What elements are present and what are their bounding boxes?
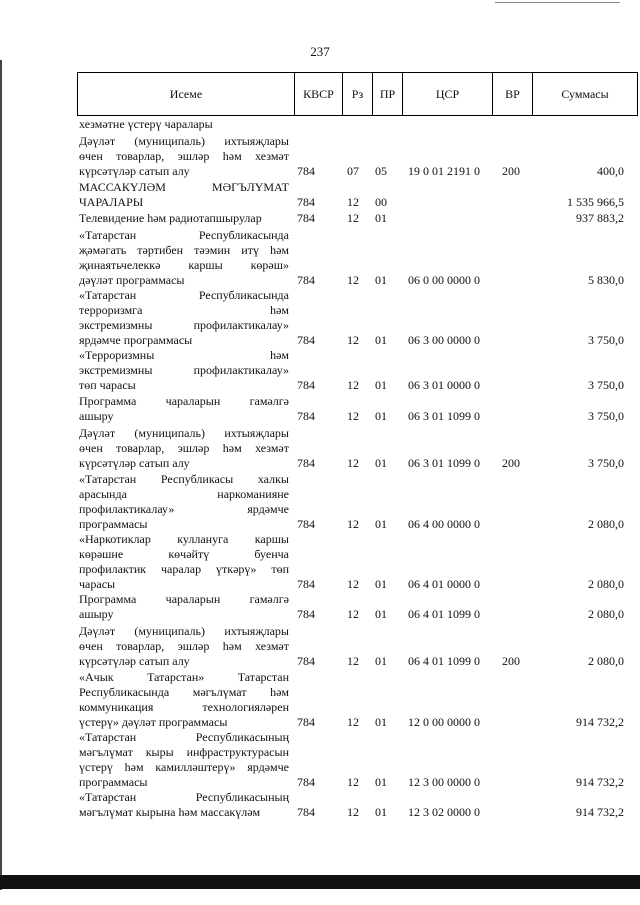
row-kvsr: 784 xyxy=(297,775,315,789)
row-name-line: өчен товарлар, эшләр һәм хезмәт xyxy=(79,441,289,455)
row-csr: 06 4 01 0000 0 xyxy=(408,577,480,591)
row-name-line: өчен товарлар, эшләр һәм хезмәт xyxy=(79,149,289,163)
row-kvsr: 784 xyxy=(297,409,315,423)
row-csr: 06 3 01 0000 0 xyxy=(408,378,480,392)
row-rz: 12 xyxy=(347,273,359,287)
header-vr: ВР xyxy=(492,73,532,115)
scan-bottom-edge xyxy=(0,875,640,889)
row-name xyxy=(79,426,289,471)
row-rz: 12 xyxy=(347,211,359,225)
row-rz: 12 xyxy=(347,195,359,209)
row-name-line: җәмәгать тәртибен тәэмин итү һәм xyxy=(79,243,289,257)
row-pr: 01 xyxy=(375,517,387,531)
row-name xyxy=(79,134,289,179)
row-name-line: күрсәтүләр сатып алу xyxy=(79,456,190,470)
row-name-line: мәгълүмат кырына һәм массакүләм xyxy=(79,805,261,819)
row-rz: 12 xyxy=(347,654,359,668)
row-name-line: Дәүләт (муниципаль) ихтыяҗлары xyxy=(79,426,289,440)
table-row xyxy=(79,117,624,132)
row-sum: 914 732,2 xyxy=(576,715,624,729)
row-kvsr: 784 xyxy=(297,456,315,470)
row-kvsr: 784 xyxy=(297,164,315,178)
row-rz: 12 xyxy=(347,577,359,591)
row-name-line: хезмәтне үстерү чаралары xyxy=(79,117,213,131)
header-csr: ЦСР xyxy=(402,73,492,115)
row-name xyxy=(79,228,289,288)
row-name-line: Программа чараларын гамәлгә xyxy=(79,394,289,408)
row-name xyxy=(79,592,289,622)
row-name-line: мәгълүмат кыры инфраструктурасын xyxy=(79,745,289,759)
row-sum: 2 080,0 xyxy=(588,517,624,531)
row-csr: 12 0 00 0000 0 xyxy=(408,715,480,729)
row-sum: 3 750,0 xyxy=(588,333,624,347)
row-rz: 12 xyxy=(347,409,359,423)
row-kvsr: 784 xyxy=(297,378,315,392)
row-rz: 12 xyxy=(347,607,359,621)
row-name xyxy=(79,624,289,669)
row-rz: 12 xyxy=(347,456,359,470)
row-name-line: күрсәтүләр сатып алу xyxy=(79,654,190,668)
row-name-line: «Ачык Татарстан» Татарстан xyxy=(79,670,289,684)
header-pr: ПР xyxy=(372,73,402,115)
row-sum: 914 732,2 xyxy=(576,775,624,789)
row-kvsr: 784 xyxy=(297,195,315,209)
row-name-line: программасы xyxy=(79,517,148,531)
row-rz: 12 xyxy=(347,805,359,819)
row-sum: 5 830,0 xyxy=(588,273,624,287)
row-sum: 2 080,0 xyxy=(588,654,624,668)
table-row xyxy=(79,532,624,592)
row-name-line: экстремизмны профилактикалау» xyxy=(79,318,289,332)
row-csr: 06 3 00 0000 0 xyxy=(408,333,480,347)
row-name-line: өчен товарлар, эшләр һәм хезмәт xyxy=(79,639,289,653)
row-sum: 1 535 966,5 xyxy=(567,195,624,209)
row-name-line: «Татарстан Республикасының xyxy=(79,790,289,804)
row-vr: 200 xyxy=(502,164,520,178)
header-sum: Суммасы xyxy=(532,73,637,115)
row-pr: 01 xyxy=(375,775,387,789)
row-pr: 01 xyxy=(375,654,387,668)
row-rz: 12 xyxy=(347,333,359,347)
row-name xyxy=(79,180,289,210)
table-row xyxy=(79,670,624,730)
header-kvsr: КВСР xyxy=(294,73,342,115)
row-sum: 2 080,0 xyxy=(588,607,624,621)
table-row xyxy=(79,394,624,424)
row-kvsr: 784 xyxy=(297,577,315,591)
table-row xyxy=(79,472,624,532)
row-name xyxy=(79,394,289,424)
row-rz: 07 xyxy=(347,164,359,178)
table-row xyxy=(79,426,624,471)
row-name-line: «Татарстан Республикасында xyxy=(79,228,289,242)
row-name-line: МАССАКҮЛӘМ МӘГЪЛҮМАТ xyxy=(79,180,289,194)
row-name-line: чарасы xyxy=(79,577,116,591)
table-row xyxy=(79,730,624,790)
row-name-line: ярдәмче программасы xyxy=(79,333,193,347)
row-name-line: «Татарстан Республикасында xyxy=(79,288,289,302)
row-name-line: профилактик чаралар үткәрү» төп xyxy=(79,562,289,576)
row-name-line: Дәүләт (муниципаль) ихтыяҗлары xyxy=(79,624,289,638)
row-pr: 01 xyxy=(375,211,387,225)
table-row xyxy=(79,180,624,210)
row-name xyxy=(79,288,289,348)
row-name xyxy=(79,670,289,730)
row-name xyxy=(79,790,289,820)
row-rz: 12 xyxy=(347,378,359,392)
row-pr: 01 xyxy=(375,715,387,729)
row-name xyxy=(79,472,289,532)
row-name-line: Программа чараларын гамәлгә xyxy=(79,592,289,606)
row-pr: 05 xyxy=(375,164,387,178)
header-rz: Рз xyxy=(342,73,372,115)
row-sum: 2 080,0 xyxy=(588,577,624,591)
row-name-line: Телевидение һәм радиотапшырулар xyxy=(79,211,262,225)
table-row xyxy=(79,348,624,393)
row-name xyxy=(79,532,289,592)
row-name-line: үстерү һәм камилләштерү» ярдәмче xyxy=(79,760,289,774)
row-kvsr: 784 xyxy=(297,607,315,621)
row-name-line: күрсәтүләр сатып алу xyxy=(79,164,190,178)
row-pr: 01 xyxy=(375,456,387,470)
row-name xyxy=(79,730,289,790)
top-rule xyxy=(495,2,620,3)
row-name-line: ашыру xyxy=(79,607,114,621)
row-csr: 06 0 00 0000 0 xyxy=(408,273,480,287)
table-row xyxy=(79,790,624,820)
row-csr: 06 4 01 1099 0 xyxy=(408,607,480,621)
table-row xyxy=(79,592,624,622)
row-name xyxy=(79,348,289,393)
scan-edge xyxy=(0,60,2,890)
row-pr: 01 xyxy=(375,273,387,287)
row-name xyxy=(79,117,289,132)
row-csr: 12 3 00 0000 0 xyxy=(408,775,480,789)
row-name xyxy=(79,211,289,226)
table-row xyxy=(79,624,624,669)
row-name-line: «Татарстан Республикасы халкы xyxy=(79,472,289,486)
row-name-line: көрәшне көчәйтү буенча xyxy=(79,547,289,561)
row-name-line: экстремизмны профилактикалау» xyxy=(79,363,289,377)
row-pr: 01 xyxy=(375,333,387,347)
row-kvsr: 784 xyxy=(297,211,315,225)
row-name-line: дәүләт программасы xyxy=(79,273,185,287)
row-csr: 06 4 00 0000 0 xyxy=(408,517,480,531)
row-pr: 01 xyxy=(375,805,387,819)
row-rz: 12 xyxy=(347,775,359,789)
row-kvsr: 784 xyxy=(297,517,315,531)
page-number: 237 xyxy=(310,44,330,59)
row-kvsr: 784 xyxy=(297,654,315,668)
row-sum: 3 750,0 xyxy=(588,409,624,423)
row-sum: 914 732,2 xyxy=(576,805,624,819)
row-pr: 01 xyxy=(375,409,387,423)
row-sum: 400,0 xyxy=(597,164,624,178)
row-kvsr: 784 xyxy=(297,805,315,819)
row-sum: 3 750,0 xyxy=(588,378,624,392)
row-rz: 12 xyxy=(347,517,359,531)
row-name-line: Республикасында мәгълүмат һәм xyxy=(79,685,289,699)
row-name-line: «Терроризмны һәм xyxy=(79,348,289,362)
row-name-line: Дәүләт (муниципаль) ихтыяҗлары xyxy=(79,134,289,148)
row-kvsr: 784 xyxy=(297,715,315,729)
row-csr: 06 4 01 1099 0 xyxy=(408,654,480,668)
row-name-line: үстерү» дәүләт программасы xyxy=(79,715,228,729)
row-name-line: «Наркотиклар куллануга каршы xyxy=(79,532,289,546)
table-row xyxy=(79,134,624,179)
table-row xyxy=(79,211,624,226)
row-name-line: ашыру xyxy=(79,409,114,423)
row-sum: 937 883,2 xyxy=(576,211,624,225)
row-pr: 01 xyxy=(375,607,387,621)
row-vr: 200 xyxy=(502,654,520,668)
row-vr: 200 xyxy=(502,456,520,470)
table-header xyxy=(77,72,638,116)
row-name-line: җинаятьчелеккә каршы көрәш» xyxy=(79,258,289,272)
row-name-line: терроризмга һәм xyxy=(79,303,289,317)
row-pr: 00 xyxy=(375,195,387,209)
row-csr: 12 3 02 0000 0 xyxy=(408,805,480,819)
header-name: Исеме xyxy=(169,87,203,101)
row-sum: 3 750,0 xyxy=(588,456,624,470)
row-pr: 01 xyxy=(375,378,387,392)
row-csr: 06 3 01 1099 0 xyxy=(408,409,480,423)
row-csr: 19 0 01 2191 0 xyxy=(408,164,480,178)
row-pr: 01 xyxy=(375,577,387,591)
row-kvsr: 784 xyxy=(297,273,315,287)
row-csr: 06 3 01 1099 0 xyxy=(408,456,480,470)
row-rz: 12 xyxy=(347,715,359,729)
table-row xyxy=(79,288,624,348)
row-kvsr: 784 xyxy=(297,333,315,347)
row-name-line: төп чарасы xyxy=(79,378,136,392)
table-row xyxy=(79,228,624,288)
row-name-line: программасы xyxy=(79,775,148,789)
row-name-line: коммуникация технологияләрен xyxy=(79,700,289,714)
row-name-line: «Татарстан Республикасының xyxy=(79,730,289,744)
row-name-line: профилактикалау» ярдәмче xyxy=(79,502,289,516)
row-name-line: ЧАРАЛАРЫ xyxy=(79,195,144,209)
row-name-line: арасында наркоманияне xyxy=(79,487,289,501)
